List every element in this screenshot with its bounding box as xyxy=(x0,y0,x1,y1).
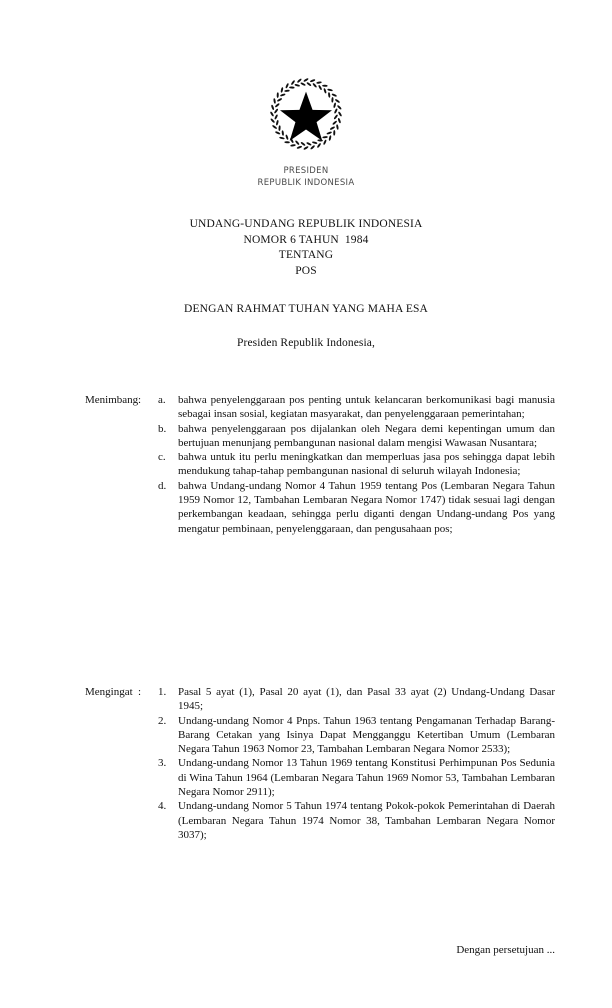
list-item-text: Undang-undang Nomor 5 Tahun 1974 tentang Pokok-pokok Pemerintahan di Daerah (Lembaran Negara Tahun 1974 Nomor 38, Tambahan Lembaran Negara Nomor 3037); xyxy=(178,800,555,841)
list-item-text: bahwa penyelenggaraan pos dijalankan oleh Negara demi kepentingan umum dan bertujuan menunjang pembangunan nasional dalam mengisi Wawasan Nusantara; xyxy=(178,422,555,449)
list-item-text: Undang-undang Nomor 13 Tahun 1969 tentang Konstitusi Perhimpunan Pos Sedunia di Wina Tahun 1964 (Lembaran Negara Tahun 1969 Nomor 53, Tambahan Lembaran Negara Nomor 2911); xyxy=(178,757,555,799)
list-item-text: Undang-undang Nomor 4 Pnps. Tahun 1963 tentang Pengamanan Terhadap Barang-Barang Cetakan yang Isinya Dapat Mengganggu Ketertiban Umum (Lembaran Negara Tahun 1963 Nomor 23, Tambahan Lembaran Negara Nomor 2533); xyxy=(178,714,555,756)
list-item xyxy=(156,799,555,842)
title-line-4: POS xyxy=(295,264,317,277)
emblem-caption-line1: PRESIDEN xyxy=(283,166,329,176)
list-item-marker: 3. xyxy=(158,757,167,770)
section-colon: : xyxy=(138,394,142,406)
list-item-text: bahwa untuk itu perlu meningkatkan dan memperluas jasa pos sehingga dapat lebih mendukung tahap-tahap pembangunan nasional di seluruh wilayah Indonesia; xyxy=(178,451,555,478)
emblem-block xyxy=(0,74,612,189)
list-item-text: bahwa Undang-undang Nomor 4 Tahun 1959 tentang Pos (Lembaran Negara Tahun 1959 Nomor 12, Tambahan Lembaran Negara Nomor 1747) tidak sesuai lagi dengan perkembangan keadaan, sehingga perlu diganti dengan Undang-undang Pos yang mengatur pembinaan, penyelenggaraan, dan pengusahaan pos; xyxy=(178,479,555,535)
blessing-text: DENGAN RAHMAT TUHAN YANG MAHA ESA xyxy=(183,303,428,315)
list-item xyxy=(156,685,555,714)
list-item xyxy=(156,756,555,799)
list-item-marker: b. xyxy=(158,422,167,435)
title-line-2: NOMOR 6 TAHUN 1984 xyxy=(243,233,369,246)
emblem-caption xyxy=(0,165,612,189)
list-item-text: bahwa penyelenggaraan pos penting untuk kelancaran berkomunikasi bagi manusia sebagai insan sosial, kegiatan masyarakat, dan penyelenggaraan pemerintahan; xyxy=(178,394,555,421)
list-item xyxy=(156,422,555,451)
section-mengingat xyxy=(85,685,555,842)
section-colon: : xyxy=(138,686,142,698)
section-label: Menimbang xyxy=(85,394,139,406)
section-label: Mengingat xyxy=(85,686,133,698)
list-item-marker: a. xyxy=(158,394,166,406)
list-item-marker: 2. xyxy=(158,714,167,727)
title-line-3: TENTANG xyxy=(278,249,334,261)
section-menimbang xyxy=(85,393,555,536)
list-item xyxy=(156,479,555,536)
list-item xyxy=(156,714,555,757)
list-item-marker: 4. xyxy=(158,800,167,813)
list-item-marker: 1. xyxy=(158,686,167,698)
president-line: Presiden Republik Indonesia, xyxy=(237,337,375,349)
list-item xyxy=(156,450,555,479)
page-title xyxy=(0,217,612,279)
section-items xyxy=(156,685,555,842)
list-item-marker: d. xyxy=(158,479,167,492)
title-line-1: UNDANG-UNDANG REPUBLIK INDONESIA xyxy=(189,218,423,230)
garuda-star-wreath-icon xyxy=(266,74,346,154)
emblem-caption-line2: REPUBLIK INDONESIA xyxy=(257,178,355,188)
list-item-marker: c. xyxy=(158,451,166,464)
continuation-note: Dengan persetujuan ... xyxy=(456,944,555,956)
list-item-text: Pasal 5 ayat (1), Pasal 20 ayat (1), dan Pasal 33 ayat (2) Undang-Undang Dasar 1945; xyxy=(178,686,555,713)
list-item xyxy=(156,393,555,422)
section-items xyxy=(156,393,555,536)
